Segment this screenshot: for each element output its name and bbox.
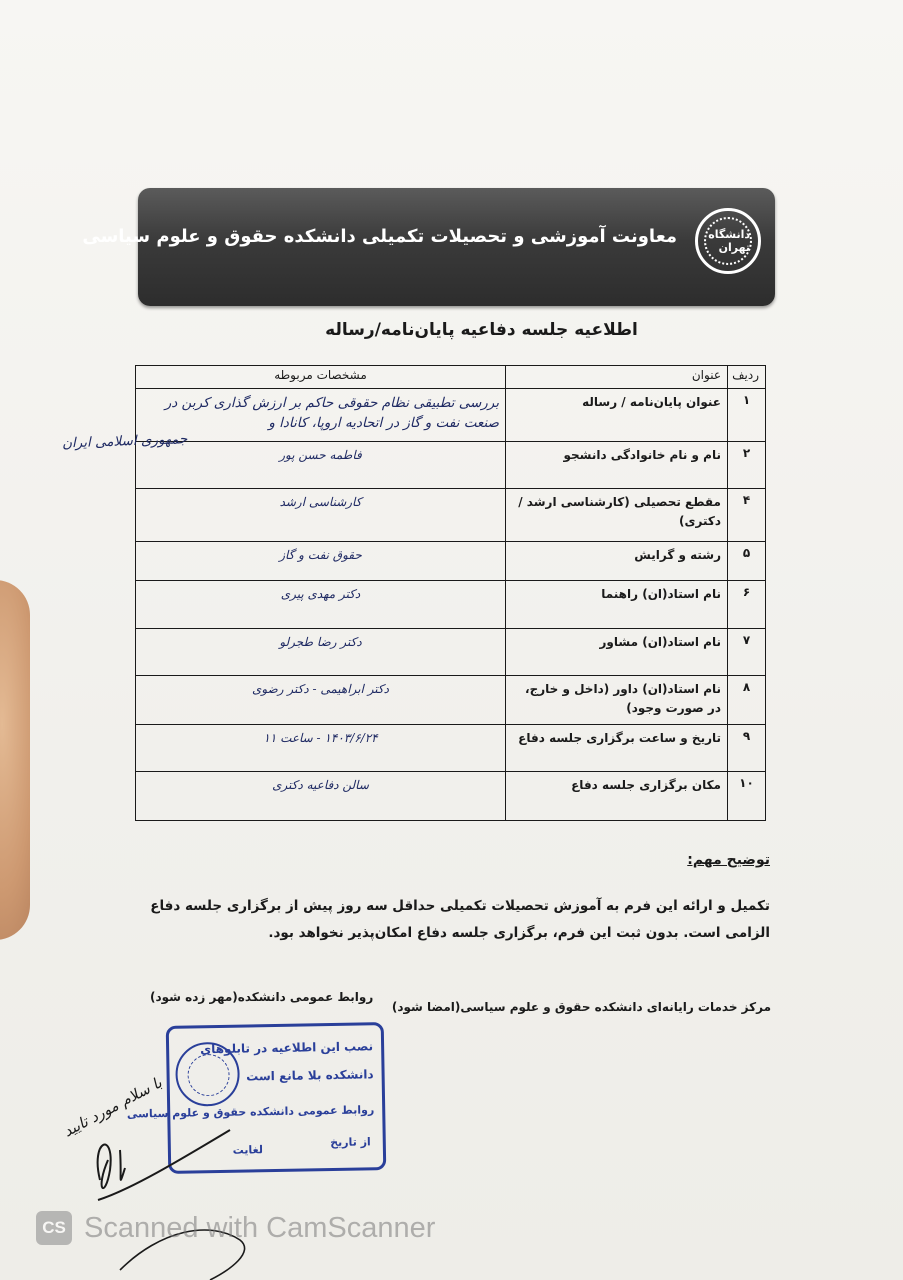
handwritten-approval-note: با سلام مورد تایید xyxy=(60,1073,165,1141)
row-value: دکتر ابراهیمی - دکتر رضوی xyxy=(136,676,506,725)
header-title: معاونت آموزشی و تحصیلات تکمیلی دانشکده حقوق و علوم سیاسی xyxy=(82,226,677,247)
row-value: بررسی تطبیقی نظام حقوقی حاکم بر ارزش گذاری کربن در صنعت نفت و گاز در اتحادیه اروپا، کانادا و xyxy=(136,389,506,442)
camscanner-watermark xyxy=(36,1208,435,1248)
signature-label-public-relations: روابط عمومی دانشکده(مهر زده شود) xyxy=(150,990,374,1004)
row-label: رشته و گرایش xyxy=(506,541,728,580)
row-value: ۱۴۰۳/۶/۲۴ - ساعت ۱۱ xyxy=(136,725,506,772)
stamp-line-1: نصب این اطلاعیه در تابلوهای xyxy=(200,1039,374,1057)
signature-label-computer-center: مرکز خدمات رایانه‌ای دانشکده حقوق و علوم سیاسی(امضا شود) xyxy=(391,1000,771,1014)
row-index: ۴ xyxy=(728,488,766,541)
row-label: تاریخ و ساعت برگزاری جلسه دفاع xyxy=(506,725,728,772)
title-overflow-text: جمهوری اسلامی ایران xyxy=(61,431,188,452)
row-value: دکتر رضا طجرلو xyxy=(136,629,506,676)
row-index: ۸ xyxy=(728,676,766,725)
logo-text: دانشگاه تهران xyxy=(704,217,752,265)
camscanner-icon: CS xyxy=(36,1211,72,1245)
row-index: ۲ xyxy=(728,441,766,488)
stamp-from-label: از تاریخ xyxy=(330,1135,371,1150)
row-label: عنوان پایان‌نامه / رساله xyxy=(506,389,728,442)
row-label: نام و نام خانوادگی دانشجو xyxy=(506,441,728,488)
table-header-row xyxy=(136,366,766,389)
handwritten-signature-icon xyxy=(60,1120,280,1280)
header-banner xyxy=(82,188,775,306)
row-label: نام استاد(ان) مشاور xyxy=(506,629,728,676)
table-row xyxy=(136,441,766,488)
note-body: تکمیل و ارائه این فرم به آموزش تحصیلات تکمیلی حداقل سه روز پیش از برگزاری جلسه دفاع الزامی است. بدون ثبت این فرم، برگزاری جلسه دفاع امکان‌پذیر نخواهد بود. xyxy=(150,898,770,941)
row-index: ۱۰ xyxy=(728,772,766,821)
row-index: ۱ xyxy=(728,389,766,442)
row-index: ۷ xyxy=(728,629,766,676)
thumb-shadow xyxy=(0,580,30,940)
table-row xyxy=(136,725,766,772)
stamp-to-label: لغایت xyxy=(232,1143,264,1157)
table-row xyxy=(136,772,766,821)
note-heading: توضیح مهم: xyxy=(687,852,770,868)
row-index: ۵ xyxy=(728,541,766,580)
table-row xyxy=(136,676,766,725)
row-value: حقوق نفت و گاز xyxy=(136,541,506,580)
row-value: کارشناسی ارشد xyxy=(136,488,506,541)
stamp-line-2: دانشکده بلا مانع است xyxy=(246,1067,374,1084)
table-row xyxy=(136,541,766,580)
table-row xyxy=(136,580,766,629)
table-row xyxy=(136,629,766,676)
row-label: نام استاد(ان) داور (داخل و خارج، در صورت وجود) xyxy=(506,676,728,725)
table-row xyxy=(136,488,766,541)
header-title: عنوان xyxy=(506,366,728,389)
row-label: نام استاد(ان) راهنما xyxy=(506,580,728,629)
row-value: سالن دفاعیه دکتری xyxy=(136,772,506,821)
stamp-line-3: روابط عمومی دانشکده حقوق و علوم سیاسی xyxy=(126,1103,375,1121)
row-index: ۹ xyxy=(728,725,766,772)
watermark-text: Scanned with CamScanner xyxy=(84,1211,436,1244)
form-title: اطلاعیه جلسه دفاعیه پایان‌نامه/رساله xyxy=(325,320,638,340)
row-label: مقطع تحصیلی (کارشناسی ارشد / دکتری) xyxy=(506,488,728,541)
row-label: مکان برگزاری جلسه دفاع xyxy=(506,772,728,821)
row-index: ۶ xyxy=(728,580,766,629)
header-index: ردیف xyxy=(728,366,766,389)
header-details: مشخصات مربوطه xyxy=(136,366,506,389)
row-value: فاطمه حسن پور xyxy=(136,441,506,488)
university-logo-icon xyxy=(695,208,761,274)
row-value: دکتر مهدی پیری xyxy=(136,580,506,629)
